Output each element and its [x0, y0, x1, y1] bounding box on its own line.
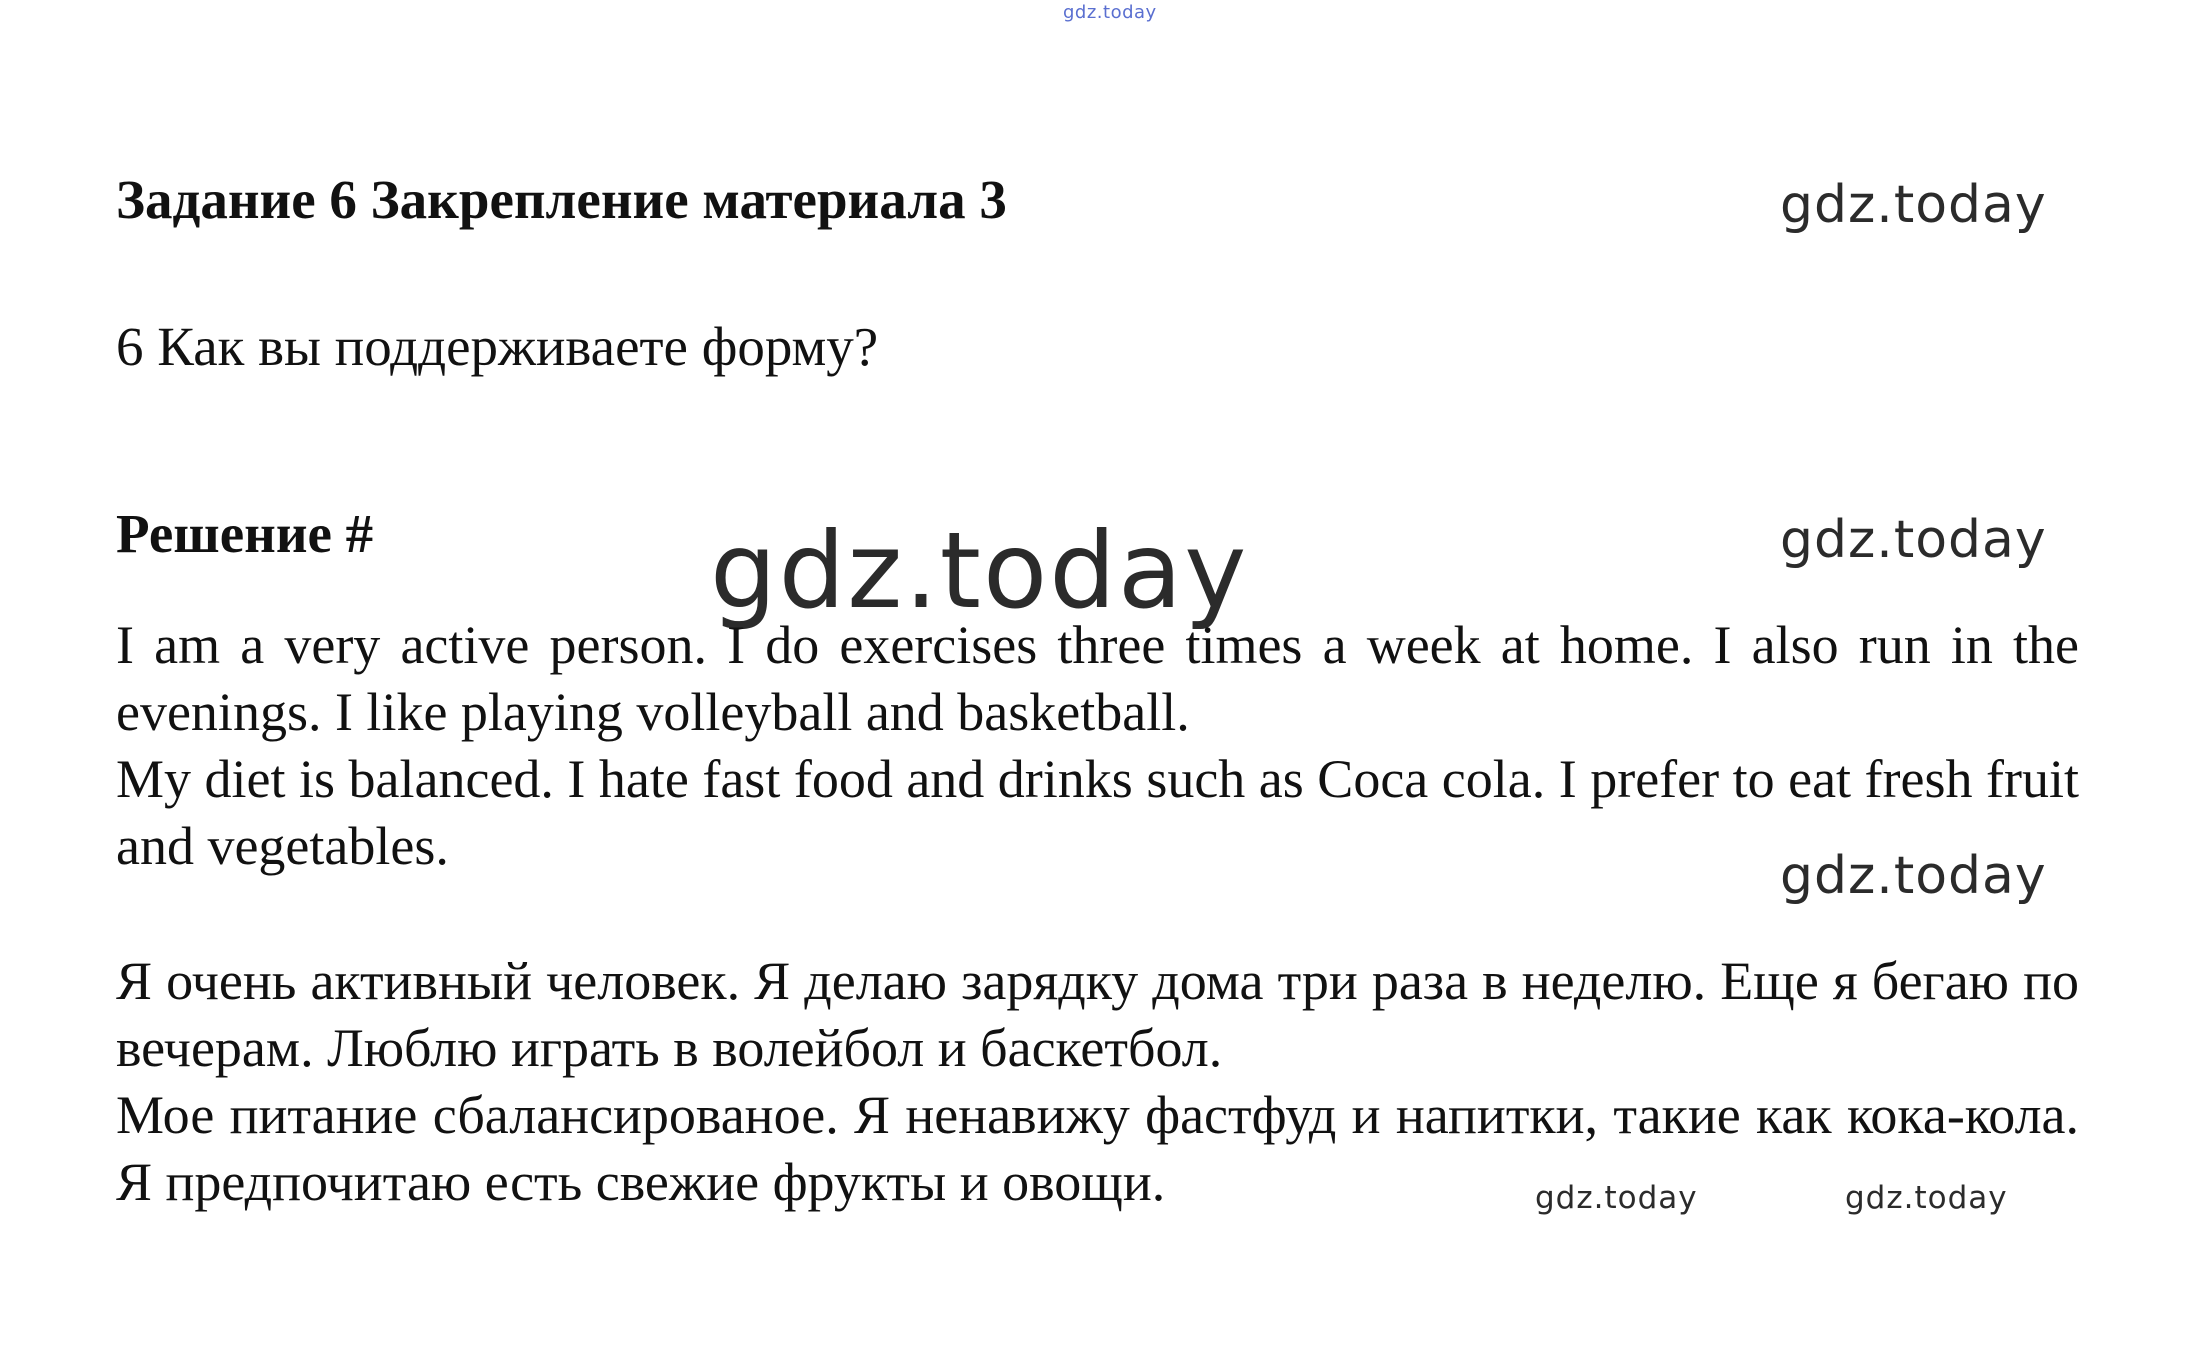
english-paragraph-1: I am a very active person. I do exercises three times a week at home. I also run in the evenings. I like playing volleyball and basketball. — [116, 615, 2079, 742]
solution-heading: Решение # — [116, 503, 374, 564]
watermark-center: gdz.today — [710, 510, 1249, 632]
russian-paragraph-1: Я очень активный человек. Я делаю зарядку дома три раза в неделю. Еще я бегаю по вечерам. Люблю играть в волейбол и баскетбол. — [116, 951, 2079, 1078]
watermark-bottom-2: gdz.today — [1845, 1180, 2008, 1216]
english-paragraph-2: My diet is balanced. I hate fast food and drinks such as Coca cola. I prefer to eat fresh fruit and vegetables. — [116, 749, 2079, 876]
watermark-right-1: gdz.today — [1780, 175, 2047, 235]
watermark-right-3: gdz.today — [1780, 846, 2047, 906]
watermark-right-2: gdz.today — [1780, 510, 2047, 570]
task-title: Задание 6 Закрепление материала 3 — [116, 169, 1007, 230]
task-question: 6 Как вы поддерживаете форму? — [116, 316, 879, 377]
watermark-bottom-1: gdz.today — [1535, 1180, 1698, 1216]
russian-paragraph-2: Мое питание сбалансированое. Я ненавижу фастфуд и напитки, такие как кока-кола. Я предпочитаю есть свежие фрукты и овощи. — [116, 1085, 2079, 1212]
watermark-top: gdz.today — [1063, 2, 1157, 23]
